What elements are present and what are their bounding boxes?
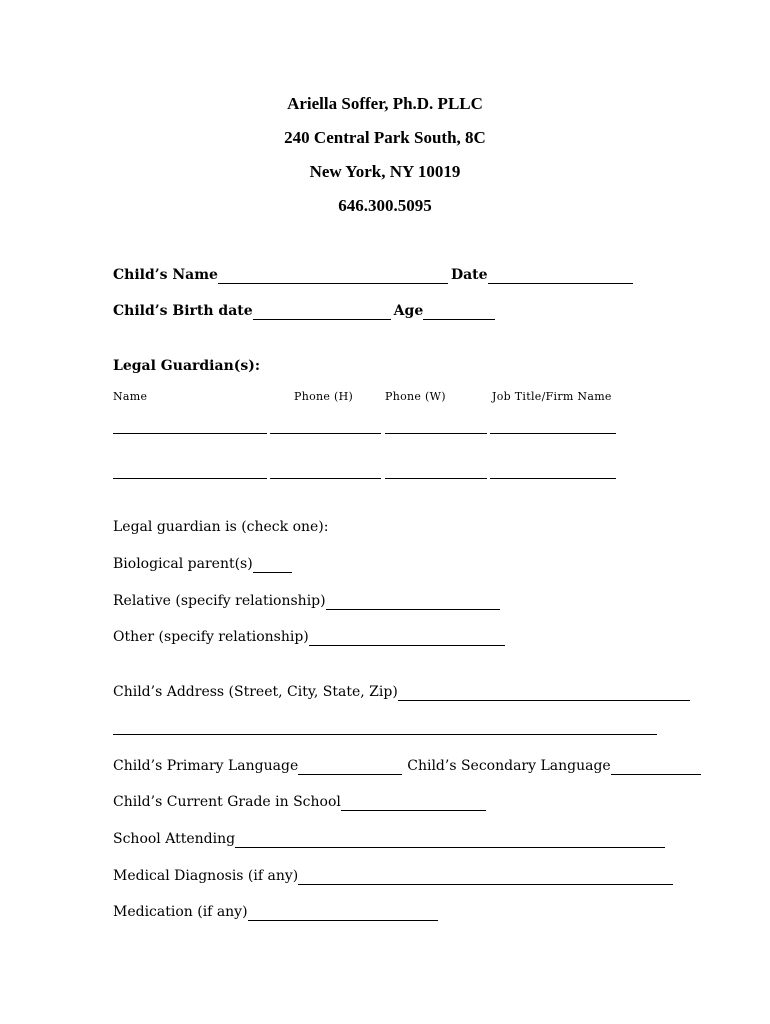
birth-date-field[interactable] — [253, 305, 391, 320]
guardian-2-phone-home-field[interactable] — [270, 478, 381, 479]
age-label: Age — [393, 303, 424, 319]
guardian-col-job-title: Job Title/Firm Name — [492, 390, 612, 403]
medication-label: Medication (if any) — [113, 904, 248, 920]
school-field[interactable] — [235, 833, 665, 848]
address-line-2: New York, NY 10019 — [309, 162, 461, 181]
guardian-2-job-field[interactable] — [490, 478, 616, 479]
secondary-language-field[interactable] — [611, 760, 701, 775]
language-row — [113, 757, 701, 775]
relative-field[interactable] — [326, 595, 500, 610]
address-line-1: 240 Central Park South, 8C — [284, 128, 486, 147]
medication-field[interactable] — [248, 906, 438, 921]
childs-name-label: Child’s Name — [113, 267, 218, 283]
guardian-1-phone-home-field[interactable] — [270, 433, 381, 434]
diagnosis-field[interactable] — [298, 870, 673, 885]
address-field-line-2[interactable] — [113, 734, 657, 735]
biological-field[interactable] — [253, 558, 292, 573]
address-label: Child’s Address (Street, City, State, Zip) — [113, 684, 398, 700]
guardian-col-phone-home: Phone (H) — [294, 390, 354, 403]
guardian-1-job-field[interactable] — [490, 433, 616, 434]
grade-row — [113, 793, 486, 811]
other-row — [113, 628, 505, 646]
grade-label: Child’s Current Grade in School — [113, 794, 341, 810]
guardian-1-name-field[interactable] — [113, 433, 267, 434]
primary-language-label: Child’s Primary Language — [113, 758, 299, 774]
address-row — [113, 683, 690, 701]
relative-row — [113, 592, 500, 610]
childs-name-field[interactable] — [218, 269, 448, 284]
guardian-col-phone-work: Phone (W) — [385, 390, 446, 403]
other-field[interactable] — [309, 631, 505, 646]
school-row — [113, 830, 665, 848]
guardian-2-name-field[interactable] — [113, 478, 267, 479]
birth-date-row — [113, 302, 495, 320]
relative-label: Relative (specify relationship) — [113, 593, 326, 609]
secondary-language-label: Child’s Secondary Language — [407, 758, 611, 774]
guardian-col-name: Name — [113, 390, 148, 403]
other-label: Other (specify relationship) — [113, 629, 309, 645]
date-field[interactable] — [488, 269, 633, 284]
grade-field[interactable] — [341, 796, 486, 811]
guardian-2-phone-work-field[interactable] — [385, 478, 487, 479]
medication-row — [113, 903, 438, 921]
date-label: Date — [450, 267, 488, 283]
biological-row — [113, 555, 292, 573]
practice-name: Ariella Soffer, Ph.D. PLLC — [287, 94, 483, 113]
diagnosis-row — [113, 867, 673, 885]
primary-language-field[interactable] — [298, 760, 402, 775]
phone-number: 646.300.5095 — [338, 196, 432, 215]
legal-guardians-heading: Legal Guardian(s): — [113, 358, 261, 374]
birth-date-label: Child’s Birth date — [113, 303, 253, 319]
biological-label: Biological parent(s) — [113, 556, 253, 572]
guardian-1-phone-work-field[interactable] — [385, 433, 487, 434]
childs-name-row — [113, 266, 633, 284]
address-field[interactable] — [398, 686, 690, 701]
guardian-check-label: Legal guardian is (check one): — [113, 519, 329, 535]
age-field[interactable] — [423, 305, 495, 320]
diagnosis-label: Medical Diagnosis (if any) — [113, 868, 299, 884]
school-label: School Attending — [113, 831, 236, 847]
